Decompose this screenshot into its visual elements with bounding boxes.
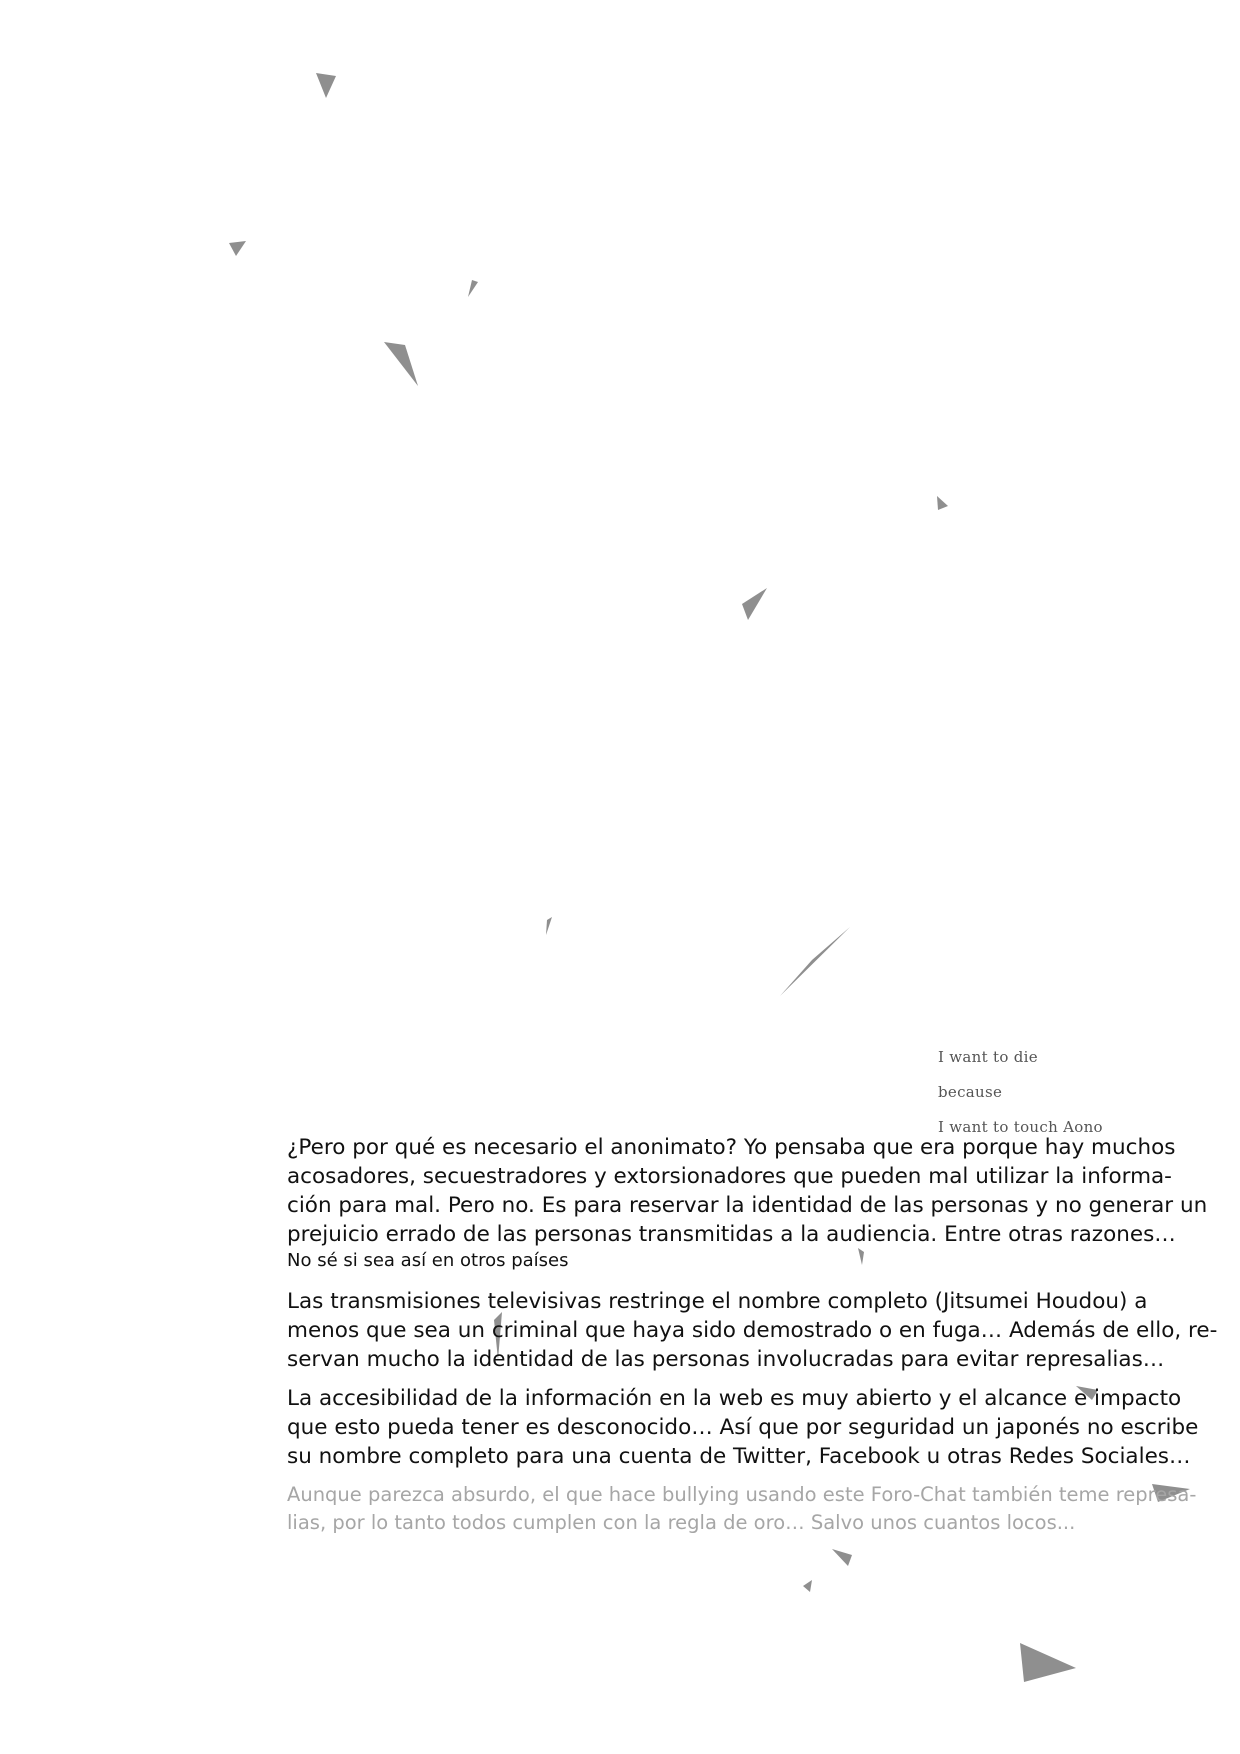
note-aside: No sé si sea así en otros países [287, 1250, 569, 1271]
manga-line: I want to touch Aono [938, 1118, 1103, 1136]
note-paragraph-bullying [287, 1481, 1197, 1537]
shard-5 [937, 496, 948, 510]
shard-1 [316, 73, 336, 98]
note-line: La accesibilidad de la información en la web es muy abierto y el alcance e impacto [287, 1386, 1182, 1411]
shard-6 [742, 588, 767, 620]
note-line: ción para mal. Pero no. Es para reservar la identidad de las personas y no generar un [287, 1193, 1208, 1218]
note-line: su nombre completo para una cuenta de Twitter, Facebook u otras Redes Sociales… [287, 1444, 1191, 1469]
note-paragraph-television [287, 1287, 1218, 1374]
note-line: que esto pueda tener es desconocido… Así que por seguridad un japonés no escribe [287, 1415, 1199, 1440]
shard-3 [468, 280, 478, 297]
shard-2 [229, 241, 246, 256]
shard-15 [1020, 1643, 1076, 1682]
shard-7 [546, 917, 552, 935]
shard-14 [803, 1580, 812, 1592]
note-line: menos que sea un criminal que haya sido demostrado o en fuga… Además de ello, re- [287, 1318, 1218, 1343]
note-line: prejuicio errado de las personas transmitidas a la audiencia. Entre otras razones… [287, 1222, 1176, 1247]
note-paragraph-web [287, 1384, 1199, 1471]
note-line: lias, por lo tanto todos cumplen con la regla de oro… Salvo unos cuantos locos... [287, 1511, 1076, 1534]
shard-8 [780, 927, 850, 996]
translator-notes [287, 1133, 1218, 1537]
manga-english-text [938, 1040, 1103, 1145]
shard-13 [832, 1549, 852, 1566]
note-paragraph-anonymity [287, 1133, 1208, 1249]
note-line: ¿Pero por qué es necesario el anonimato? Yo pensaba que era porque hay muchos [287, 1135, 1176, 1160]
note-line: Aunque parezca absurdo, el que hace bullying usando este Foro-Chat también teme represa- [287, 1483, 1197, 1506]
note-line: Las transmisiones televisivas restringe el nombre completo (Jitsumei Houdou) a [287, 1289, 1148, 1314]
note-line: servan mucho la identidad de las personas involucradas para evitar represalias… [287, 1347, 1165, 1372]
manga-line: because [938, 1083, 1003, 1101]
note-line: acosadores, secuestradores y extorsionadores que pueden mal utilizar la informa- [287, 1164, 1172, 1189]
shard-4 [384, 342, 418, 386]
manga-line: I want to die [938, 1048, 1038, 1066]
